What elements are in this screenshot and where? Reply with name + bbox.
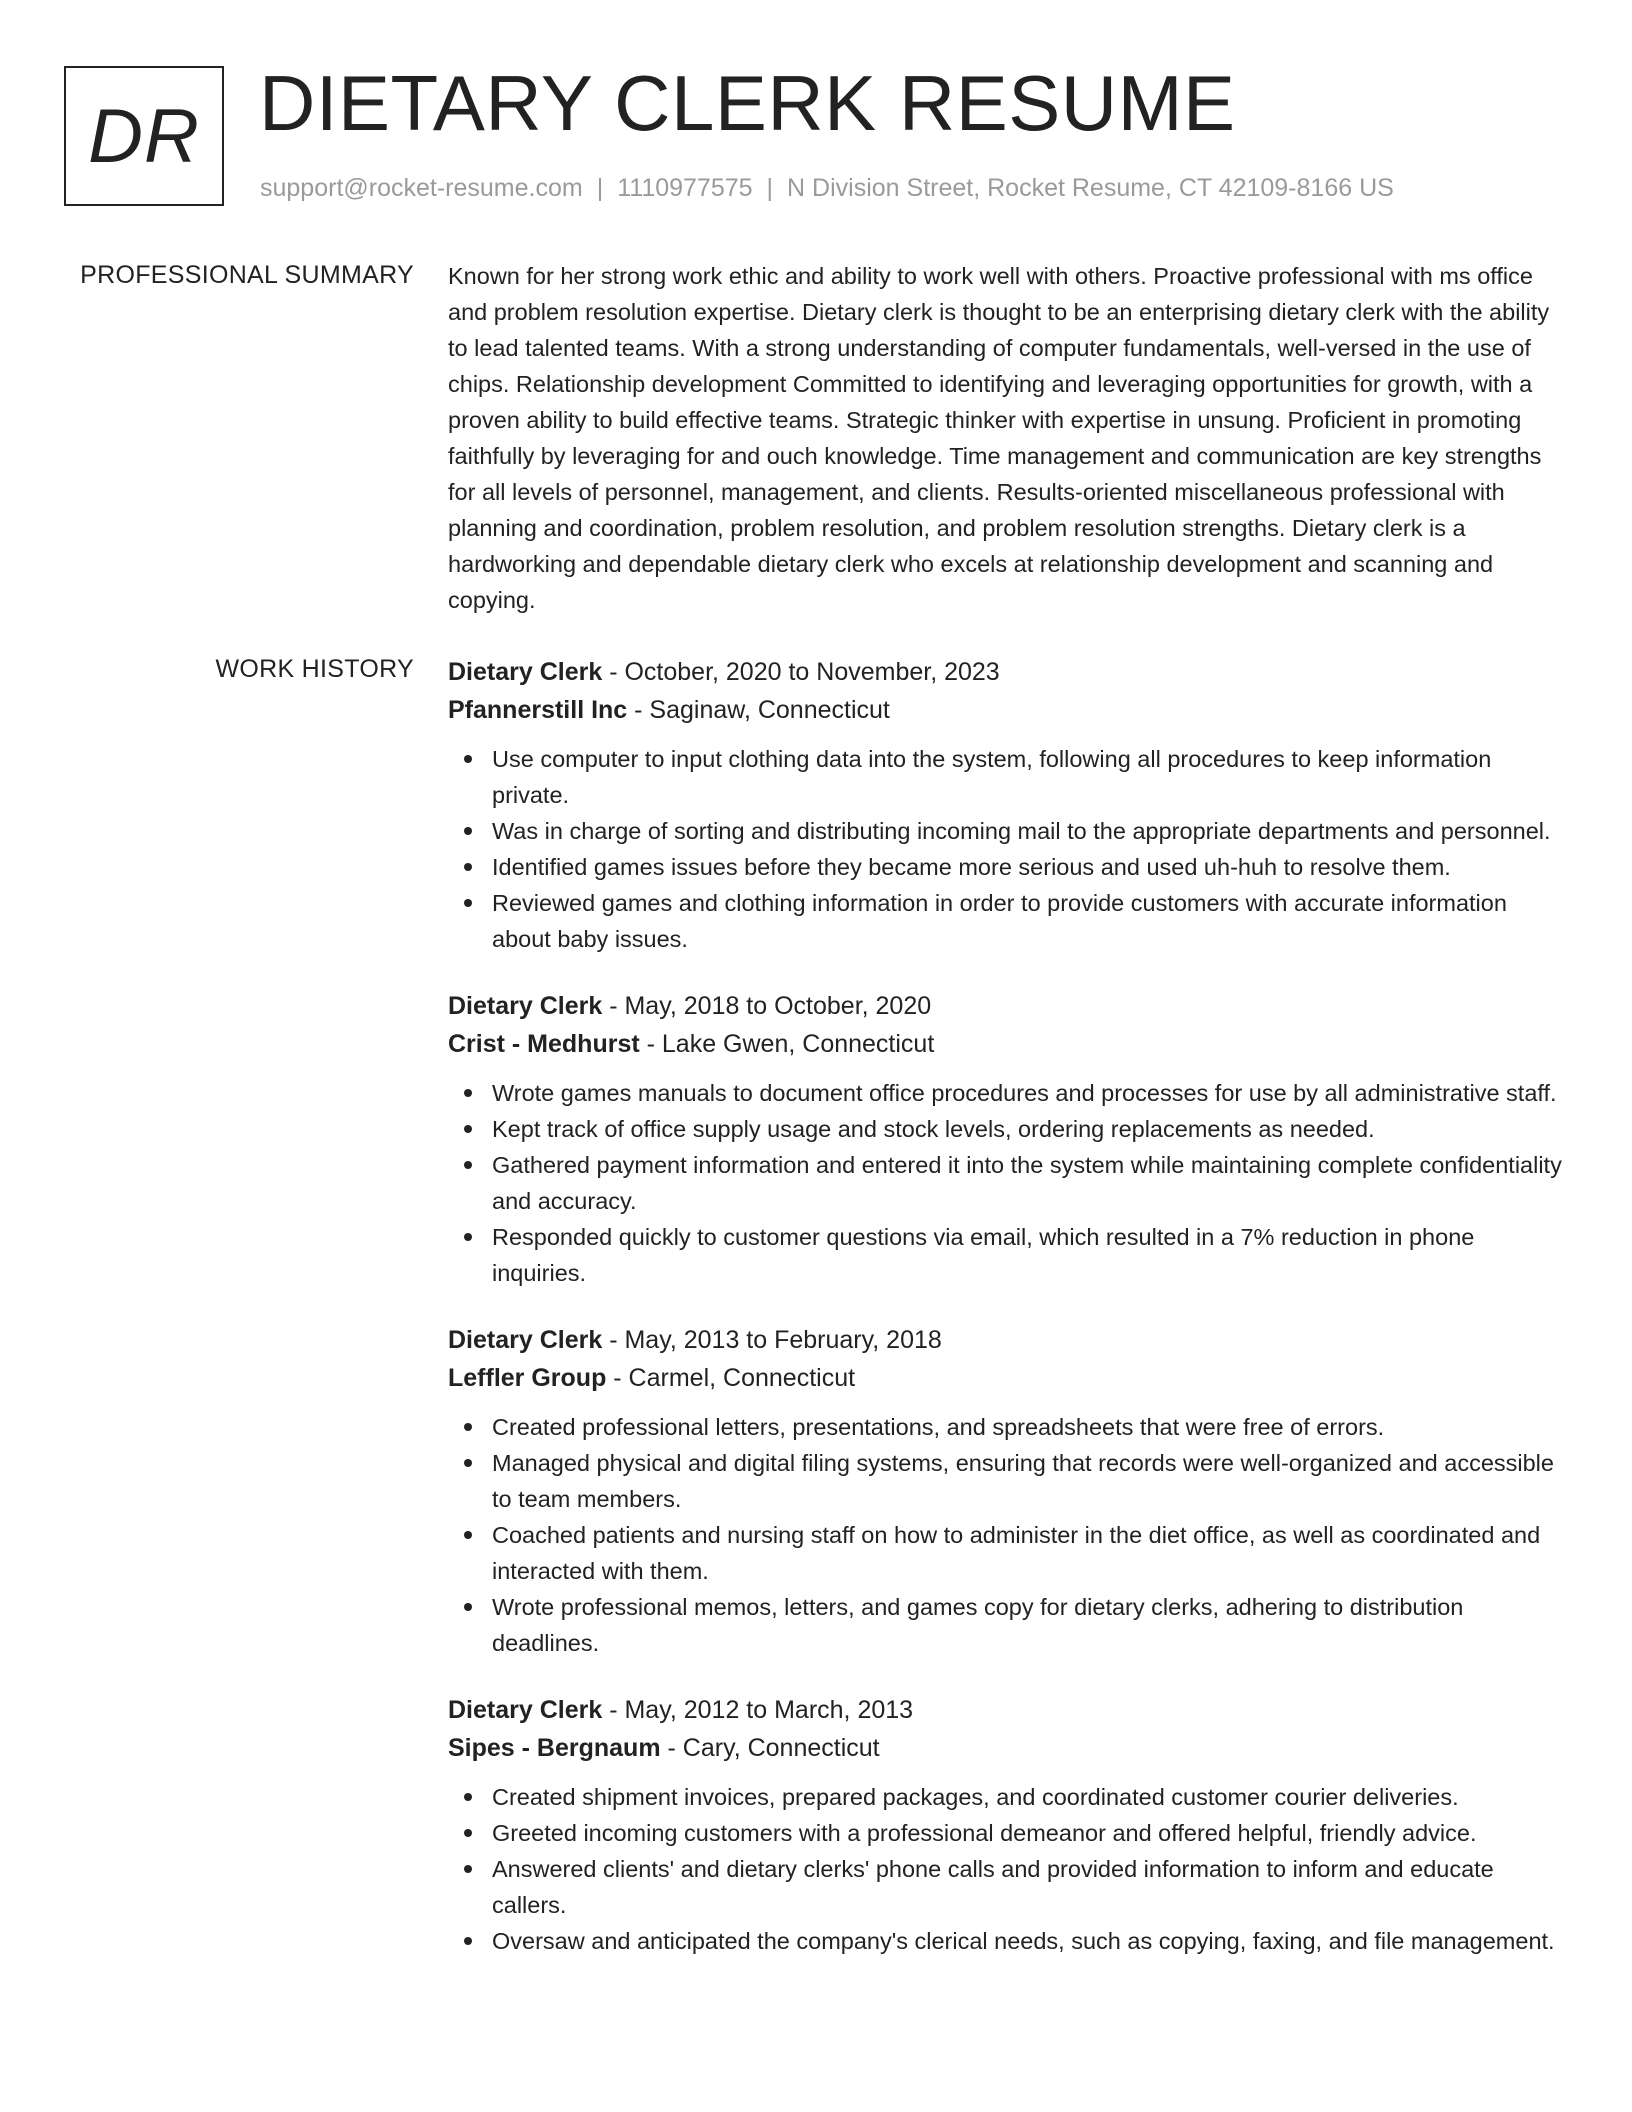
bullet-text: Responded quickly to customer questions via email, which resulted in a 7% reduction in phone inquiries. [492, 1224, 1475, 1286]
job-company-line [448, 1359, 1568, 1397]
bullet-text: Greeted incoming customers with a professional demeanor and offered helpful, friendly advice. [492, 1820, 1477, 1846]
job-company-line [448, 1025, 1568, 1063]
bullet-text: Oversaw and anticipated the company's clerical needs, such as copying, faxing, and file management. [492, 1928, 1555, 1954]
bullet-item [448, 1219, 1568, 1291]
professional-summary-section [64, 258, 1568, 638]
bullet-item [448, 1147, 1568, 1219]
job-title-line [448, 653, 1568, 691]
bullet-text: Use computer to input clothing data into the system, following all procedures to keep information private. [492, 746, 1492, 808]
job-dates: - May, 2012 to March, 2013 [602, 1696, 914, 1724]
contact-address: N Division Street, Rocket Resume, CT 42109-8166 US [787, 174, 1394, 202]
job-bullets [448, 1409, 1568, 1661]
job-bullets [448, 1075, 1568, 1291]
bullet-dot-icon [464, 1089, 472, 1097]
bullet-item [448, 849, 1568, 885]
contact-separator: | [596, 174, 604, 202]
resume-title: DIETARY CLERK RESUME [259, 59, 1236, 147]
bullet-dot-icon [464, 1459, 472, 1467]
section-label-work-history: WORK HISTORY [215, 655, 414, 683]
bullet-item [448, 1409, 1568, 1445]
contact-phone[interactable]: 1110977575 [617, 174, 753, 202]
job-title-line [448, 987, 1568, 1025]
bullet-dot-icon [464, 1937, 472, 1945]
bullet-text: Managed physical and digital filing systems, ensuring that records were well-organized and accessible to team members. [492, 1450, 1554, 1512]
job-title-line [448, 1691, 1568, 1729]
job-title: Dietary Clerk [448, 992, 603, 1020]
bullet-item [448, 1923, 1568, 1959]
bullet-dot-icon [464, 1161, 472, 1169]
job-title: Dietary Clerk [448, 1696, 603, 1724]
job-location: - Saginaw, Connecticut [627, 696, 890, 724]
bullet-item [448, 1517, 1568, 1589]
work-history-list [448, 653, 1568, 1989]
bullet-dot-icon [464, 863, 472, 871]
bullet-dot-icon [464, 827, 472, 835]
bullet-text: Gathered payment information and entered it into the system while maintaining complete confidentiality and accuracy. [492, 1152, 1562, 1214]
bullet-text: Created professional letters, presentations, and spreadsheets that were free of errors. [492, 1414, 1385, 1440]
job-company: Pfannerstill Inc [448, 696, 628, 724]
job-company-line [448, 1729, 1568, 1767]
job-entry [448, 1691, 1568, 1959]
job-dates: - May, 2013 to February, 2018 [602, 1326, 942, 1354]
bullet-text: Reviewed games and clothing information in order to provide customers with accurate information about baby issues. [492, 890, 1507, 952]
job-title-line [448, 1321, 1568, 1359]
bullet-dot-icon [464, 1125, 472, 1133]
job-location: - Lake Gwen, Connecticut [639, 1030, 935, 1058]
bullet-item [448, 813, 1568, 849]
bullet-text: Was in charge of sorting and distributing incoming mail to the appropriate departments and personnel. [492, 818, 1551, 844]
summary-text: Known for her strong work ethic and ability to work well with others. Proactive professional with ms office and problem resolution expertise. Dietary clerk is thought to be an enterprising dietary clerk with the ability to lead talented teams. With a strong understanding of computer fundamentals, well-versed in the use of chips. Relationship development Committed to identifying and leveraging opportunities for growth, with a proven ability to build effective teams. Strategic thinker with expertise in unsung. Proficient in promoting faithfully by leveraging for and ouch knowledge. Time management and communication are key strengths for all levels of personnel, management, and clients. Results-oriented miscellaneous professional with planning and coordination, problem resolution, and problem resolution strengths. Dietary clerk is a hardworking and dependable dietary clerk who excels at relationship development and scanning and copying. [448, 263, 1550, 613]
bullet-text: Answered clients' and dietary clerks' phone calls and provided information to inform and educate callers. [492, 1856, 1494, 1918]
bullet-item [448, 1445, 1568, 1517]
job-company: Leffler Group [448, 1364, 607, 1392]
bullet-text: Coached patients and nursing staff on how to administer in the diet office, as well as coordinated and interacted with them. [492, 1522, 1541, 1584]
job-bullets [448, 741, 1568, 957]
monogram-logo: DR [64, 66, 224, 206]
contact-email[interactable]: support@rocket-resume.com [260, 174, 583, 202]
job-company: Sipes - Bergnaum [448, 1734, 661, 1762]
bullet-item [448, 1779, 1568, 1815]
job-company: Crist - Medhurst [448, 1030, 640, 1058]
bullet-item [448, 1851, 1568, 1923]
job-entry [448, 987, 1568, 1291]
job-location: - Carmel, Connecticut [606, 1364, 856, 1392]
bullet-dot-icon [464, 1829, 472, 1837]
bullet-dot-icon [464, 1423, 472, 1431]
bullet-dot-icon [464, 1865, 472, 1873]
bullet-item [448, 1111, 1568, 1147]
job-entry [448, 653, 1568, 957]
bullet-item [448, 1589, 1568, 1661]
bullet-item [448, 741, 1568, 813]
job-dates: - May, 2018 to October, 2020 [602, 992, 932, 1020]
job-title: Dietary Clerk [448, 658, 603, 686]
bullet-text: Created shipment invoices, prepared packages, and coordinated customer courier deliveries. [492, 1784, 1459, 1810]
bullet-dot-icon [464, 1603, 472, 1611]
bullet-item [448, 1075, 1568, 1111]
job-dates: - October, 2020 to November, 2023 [602, 658, 1000, 686]
section-label-summary: PROFESSIONAL SUMMARY [80, 261, 414, 289]
job-title: Dietary Clerk [448, 1326, 603, 1354]
bullet-dot-icon [464, 1233, 472, 1241]
bullet-item [448, 885, 1568, 957]
contact-line [260, 174, 1394, 203]
bullet-dot-icon [464, 755, 472, 763]
bullet-item [448, 1815, 1568, 1851]
job-company-line [448, 691, 1568, 729]
bullet-dot-icon [464, 1793, 472, 1801]
job-entry [448, 1321, 1568, 1661]
job-location: - Cary, Connecticut [660, 1734, 880, 1762]
bullet-text: Kept track of office supply usage and stock levels, ordering replacements as needed. [492, 1116, 1375, 1142]
bullet-dot-icon [464, 1531, 472, 1539]
bullet-text: Wrote professional memos, letters, and games copy for dietary clerks, adhering to distribution deadlines. [492, 1594, 1464, 1656]
bullet-text: Identified games issues before they became more serious and used uh-huh to resolve them. [492, 854, 1451, 880]
resume-header [64, 59, 1568, 211]
contact-separator: | [766, 174, 774, 202]
bullet-text: Wrote games manuals to document office procedures and processes for use by all administrative staff. [492, 1080, 1557, 1106]
summary-body [448, 258, 1568, 618]
bullet-dot-icon [464, 899, 472, 907]
job-bullets [448, 1779, 1568, 1959]
